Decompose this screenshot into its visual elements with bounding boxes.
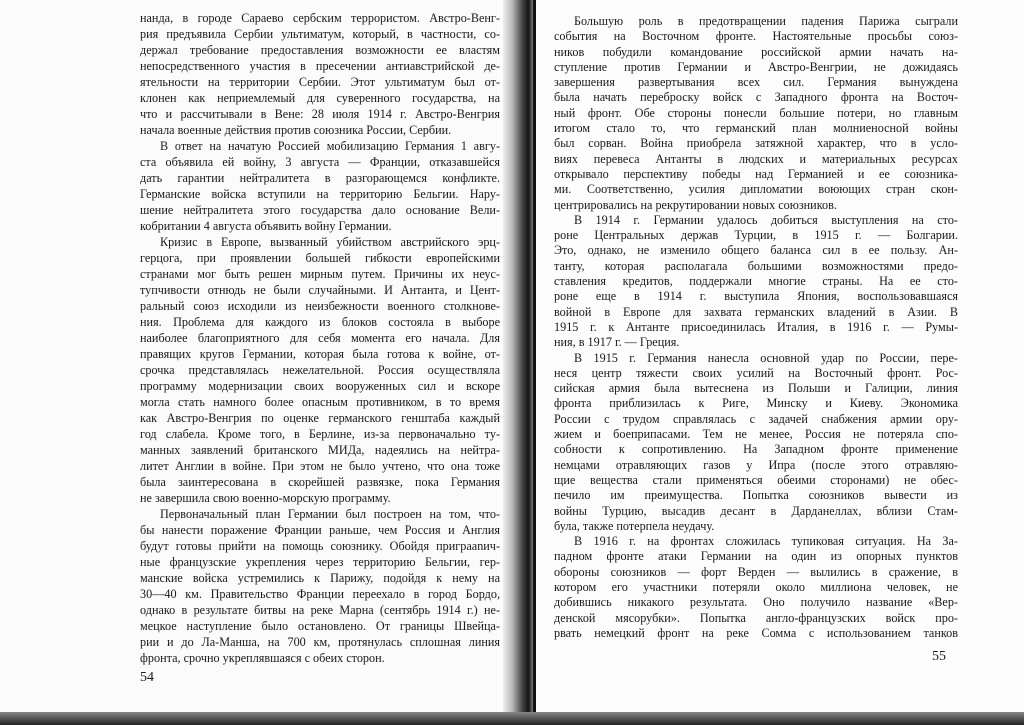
left-page — [0, 0, 503, 712]
text-line: начала военные действия против союзника России, Сербии. — [140, 123, 452, 137]
text-line: ступление против Германии и Австро-Венгрии, не дожидаясь — [554, 59, 958, 74]
paragraph — [140, 10, 500, 138]
text-line: манские войска устремились к Парижу, подойдя к нему на — [140, 571, 500, 585]
text-line: завершения развертывания всех сил. Германия вынуждена — [554, 75, 958, 90]
text-line: как Австро-Венгрия по оценке германского генштаба каждый — [140, 411, 500, 425]
book-gutter-shadow — [503, 0, 533, 712]
text-line: собности к сопротивлению. На Западном фронте применение — [554, 442, 958, 457]
text-line: наиболее благоприятного для себя момента его начала. Для — [140, 331, 500, 345]
text-line: щие вещества стали применяться обеими сторонами) не обес- — [554, 472, 958, 487]
right-page-paragraphs — [554, 14, 958, 641]
left-page-paragraphs — [140, 10, 500, 666]
text-line: клонен как неприемлемый для суверенного государства, на — [140, 91, 500, 105]
text-line: могла стать намного более опасным противником, в то время — [140, 395, 500, 409]
paragraph — [554, 351, 958, 535]
text-line: В 1916 г. на фронтах сложилась тупиковая ситуация. На За- — [574, 534, 958, 549]
text-line: ния. Проблема для каждого из блоков состояла в выборе — [140, 315, 500, 329]
text-line: обороны союзников — форт Верден — вылились в сражение, в — [554, 564, 958, 579]
text-line: правящих кругов Германии, которая была готова к войне, от- — [140, 347, 500, 361]
text-line: манных заявлений британского МИДа, надеялись на нейтра- — [140, 443, 500, 457]
text-line: мецкое наступление было остановлено. От границы Швейца- — [140, 619, 500, 633]
text-line: события на Восточном фронте. Настоятельные просьбы союз- — [554, 29, 958, 44]
text-line: непосредственного участия в пресечении антиавстрийской де- — [140, 59, 500, 73]
right-page — [536, 0, 1024, 712]
text-line: ставления кредитов, поддержали многие страны. На ее сто- — [554, 274, 958, 289]
paragraph — [140, 506, 500, 666]
text-line: войны Турцию, высадив десант в Дарданеллах, вблизи Стам- — [554, 503, 958, 518]
text-line: итогом стало то, что германский план молниеносной войны — [554, 121, 958, 136]
page-number-left: 54 — [140, 670, 154, 685]
text-line: был сорван. Война приобрела затяжной характер, что в усло- — [554, 136, 958, 151]
text-line: что и рассчитывали в Вене: 28 июля 1914 г. Австро-Венгрия — [140, 107, 500, 121]
text-line: ми. Соответственно, усилия дипломатии воюющих стран скон- — [554, 182, 958, 197]
text-line: однако в результате битвы на реке Марна (сентябрь 1914 г.) не- — [140, 603, 500, 617]
text-line: В ответ на начатую Россией мобилизацию Германия 1 авгу- — [160, 139, 500, 153]
text-line: сийская армия была вытеснена из Польши и Галиции, линия — [554, 381, 958, 396]
text-line: роне еще в 1914 г. выступила Япония, воспользовавшаяся — [554, 289, 958, 304]
text-line: ста объявила ей войну, 3 августа — Франции, отказавшейся — [140, 155, 500, 169]
text-line: рвать немецкий фронт на реке Сомма с использованием танков — [554, 625, 958, 640]
text-line: нанда, в городе Сараево сербским террористом. Австро-Венг- — [140, 11, 500, 25]
text-line: Германские войска вступили на территорию Бельгии. Нару- — [140, 187, 500, 201]
paragraph — [554, 213, 958, 351]
text-line: Кризис в Европе, вызванный убийством австрийского эрц- — [160, 235, 500, 249]
text-line: год слабела. Кроме того, в Берлине, из-за первоначально ту- — [140, 427, 500, 441]
text-line: рии и до Ла-Манша, на 700 км, протянулась сплошная линия — [140, 635, 500, 649]
text-line: Это, однако, не изменило общего баланса сил в ее пользу. Ан- — [554, 243, 958, 258]
text-line: ные французские укрепления через территорию Бельгии, гер- — [140, 555, 500, 569]
text-line: В 1915 г. Германия нанесла основной удар по России, пере- — [574, 350, 958, 365]
text-line: открывало перспективу победы над Германией и ее союзника- — [554, 166, 958, 181]
text-line: будут готовы прийти на помощь союзнику. Обойдя приграanич- — [140, 539, 500, 553]
page-number-right: 55 — [932, 649, 946, 665]
text-line: 30—40 км. Правительство Франции переехало в город Бордо, — [140, 587, 500, 601]
text-line: фронта, срочно укреплявшаяся с обеих сторон. — [140, 651, 385, 665]
text-line: держал требование предоставления возможности ее властям — [140, 43, 500, 57]
text-line: танту, которая располагала большими возможностями предо- — [554, 258, 958, 273]
text-line: рия предъявила Сербии ультиматум, который, в частности, со- — [140, 27, 500, 41]
right-page-text — [554, 14, 958, 665]
text-line: срочка представлялась нежелательной. Россия осуществляла — [140, 363, 500, 377]
text-line: денской мясорубки». Попытка англо-французских войск про- — [554, 610, 958, 625]
text-line: литет Англии в войне. При этом не было учтено, что она тоже — [140, 459, 500, 473]
text-line: 1915 г. к Антанте присоединилась Италия, в 1916 г. — Румы- — [554, 319, 958, 334]
text-line: котором его участники потеряли около миллиона человек, не — [554, 579, 958, 594]
text-line: была заинтересована в скорейшей развязке, пока Германия — [140, 475, 500, 489]
text-line: была начать переброску войск с Западного фронта на Восточ- — [554, 90, 958, 105]
text-line: герцога, при проявлении большей гибкости европейскими — [140, 251, 500, 265]
text-line: не завершила свою военно-морскую программу. — [140, 491, 391, 505]
scan-bottom-edge — [0, 712, 1024, 725]
text-line: неся центр тяжести своих усилий на Восточный фронт. Рос- — [554, 365, 958, 380]
paragraph — [140, 138, 500, 234]
text-line: программу модернизации своих вооруженных сил и вскоре — [140, 379, 500, 393]
text-line: России с трудом справлялась с задачей снабжения армии ору- — [554, 411, 958, 426]
paragraph — [554, 14, 958, 213]
text-line: ный фронт. Обе стороны понесли большие потери, но главным — [554, 105, 958, 120]
text-line: В 1914 г. Германии удалось добиться выступления на сто- — [574, 212, 958, 227]
paragraph — [554, 534, 958, 641]
text-line: кобритании 4 августа объявить войну Германии. — [140, 219, 392, 233]
left-page-text — [140, 10, 500, 686]
text-line: войной в Европе для захвата германских владений в Азии. В — [554, 304, 958, 319]
paragraph — [140, 234, 500, 506]
binding-edge — [533, 0, 536, 712]
text-line: фронта приблизилась к Риге, Минску и Киеву. Экономика — [554, 396, 958, 411]
text-line: ральный союз исходили из неизбежности военного столкнове- — [140, 299, 500, 313]
text-line: Первоначальный план Германии был построен на том, что- — [160, 507, 500, 521]
text-line: роне Центральных держав Турции, в 1915 г. — Болгарии. — [554, 228, 958, 243]
text-line: центрировались на рекрутировании новых союзников. — [554, 197, 837, 212]
text-line: ятельности на территории Сербии. Этот ультиматум был от- — [140, 75, 500, 89]
text-line: добившись никакого результата. Оно получило название «Вер- — [554, 595, 958, 610]
text-line: тупчивости отнюдь не были случайными. И Антанта, и Цент- — [140, 283, 500, 297]
text-line: падном фронте атаки Германии на один из опорных пунктов — [554, 549, 958, 564]
text-line: печило им преимущества. Попытка союзников вывести из — [554, 488, 958, 503]
text-line: дать гарантии нейтралитета в разгорающемся конфликте. — [140, 171, 500, 185]
text-line: ния, в 1917 г. — Греция. — [554, 335, 680, 350]
text-line: немцами отравляющих газов у Ипра (после этого отравляю- — [554, 457, 958, 472]
text-line: странами мог быть решен мирным путем. Причины их неус- — [140, 267, 500, 281]
text-line: ников побудили командование российской армии начать на- — [554, 44, 958, 59]
text-line: шение нейтралитета этого государства дало основание Вели- — [140, 203, 500, 217]
text-line: бы нанести поражение Франции раньше, чем Россия и Англия — [140, 523, 500, 537]
text-line: Большую роль в предотвращении падения Парижа сыграли — [574, 14, 958, 28]
text-line: була, также потерпела неудачу. — [554, 518, 715, 533]
text-line: виях перевеса Антанты в людских и материальных ресурсах — [554, 151, 958, 166]
text-line: жием и боеприпасами. Тем не менее, Россия не потеряла спо- — [554, 427, 958, 442]
